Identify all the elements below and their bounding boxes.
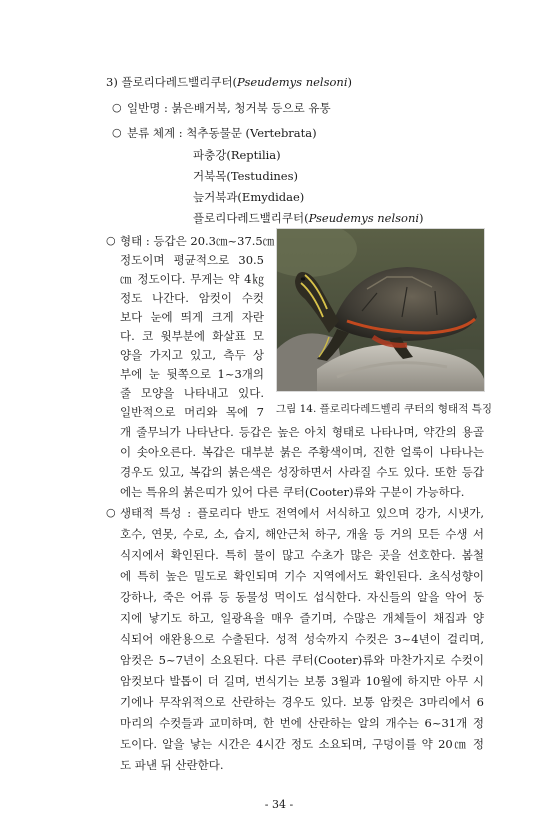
ecology-line: 도이다. 알을 낳는 시간은 4시간 정도 소요되며, 구덩이를 약 20㎝ 정	[120, 737, 484, 751]
heading-title-scientific: Pseudemys nelsoni	[237, 75, 348, 89]
morphology-line: 정도 나간다. 암컷이 수컷	[120, 291, 264, 305]
common-name-line: 일반명 : 붉은배거북, 청거북 등으로 유통	[127, 101, 331, 115]
morphology-line: 양을 가지고 있고, 측두 상	[120, 348, 264, 362]
ecology-line: 도 파낸 뒤 산란한다.	[120, 758, 224, 772]
taxonomy-family: 늪거북과(Emydidae)	[193, 190, 305, 204]
ecology-line: 에 특히 높은 밀도로 확인되며 기수 지역에서도 확인된다. 초식성향이	[120, 569, 484, 583]
morphology-line: 일반적으로 머리와 목에 7	[120, 405, 264, 419]
morphology-line: 줄 모양을 나타내고 있다.	[120, 386, 264, 400]
heading-number: 3)	[106, 75, 118, 89]
taxonomy-line: 분류 체계 : 척추동물문 (Vertebrata)	[127, 126, 317, 140]
morphology-line: ㎝ 정도이다. 무게는 약 4㎏	[120, 272, 264, 286]
turtle-photo-icon	[276, 228, 485, 392]
taxonomy-species	[193, 210, 424, 226]
ecology-line: 기에나 무작위적으로 산란하는 경우도 있다. 보통 암컷은 3마리에서 6	[120, 695, 484, 709]
section-heading	[106, 74, 352, 90]
bullet-marker: ○	[112, 101, 122, 114]
species-name-ko: 플로리다레드밸리쿠터(	[193, 211, 309, 225]
page-number: - 34 -	[264, 798, 294, 811]
heading-close-paren: )	[347, 75, 353, 89]
morphology-line: 에는 특유의 붉은띠가 있어 다른 쿠터(Cooter)류와 구분이 가능하다.	[120, 485, 465, 499]
morphology-line: 이 솟아오른다. 복갑은 대부분 붉은 주황색이며, 진한 얼룩이 나타나는	[120, 445, 484, 459]
taxonomy-order: 거북목(Testudines)	[193, 169, 298, 183]
bullet-marker: ○	[112, 126, 122, 139]
ecology-line: 암컷은 5~7년이 소요된다. 다른 쿠터(Cooter)류와 마찬가지로 수컷이	[120, 653, 484, 667]
morphology-line: 형태 : 등갑은 20.3㎝~37.5㎝	[120, 234, 275, 248]
morphology-line: 부에 눈 뒷쪽으로 1~3개의	[120, 367, 264, 381]
ecology-line: 식지에서 확인된다. 특히 물이 많고 수초가 많은 곳을 선호한다. 봄철	[120, 548, 484, 562]
ecology-line: 지에 낳기도 하고, 일광욕을 매우 즐기며, 수많은 개체들이 채집과 양	[120, 611, 484, 625]
heading-title-ko: 플로리다레드밸리쿠터(	[121, 75, 238, 89]
bullet-marker: ○	[106, 234, 116, 247]
figure-caption: 그림 14. 플로리다레드벨리 쿠터의 형태적 특징	[276, 403, 492, 415]
morphology-line: 정도이며 평균적으로 30.5	[120, 253, 264, 267]
ecology-line: 마리의 수컷들과 교미하며, 한 번에 산란하는 알의 개수는 6~31개 정	[120, 716, 484, 730]
ecology-line: 호수, 연못, 수로, 소, 습지, 해안근처 하구, 개울 등 거의 모든 수생 서	[120, 527, 484, 541]
morphology-line: 개 줄무늬가 나타난다. 등갑은 높은 아치 형태로 나타나며, 약간의 용골	[120, 425, 484, 439]
ecology-line: 식되어 애완용으로 수출된다. 성적 성숙까지 수컷은 3~4년이 걸리며,	[120, 632, 484, 646]
species-close-paren: )	[419, 211, 424, 225]
species-name-scientific: Pseudemys nelsoni	[308, 211, 420, 225]
morphology-line: 경우도 있고, 복갑의 붉은색은 성장하면서 사라질 수도 있다. 또한 등갑	[120, 465, 484, 479]
bullet-marker: ○	[106, 506, 116, 519]
morphology-line: 다. 코 윗부분에 화살표 모	[120, 329, 264, 343]
morphology-line: 보다 눈에 띄게 크게 자란	[120, 310, 264, 324]
ecology-line: 암컷보다 발톱이 더 길며, 번식기는 보통 3월과 10월에 하지만 아무 시	[120, 674, 484, 688]
ecology-line: 생태적 특성 : 플로리다 반도 전역에서 서식하고 있으며 강가, 시냇가,	[120, 506, 484, 520]
taxonomy-class: 파충강(Reptilia)	[193, 148, 281, 162]
ecology-line: 강하나, 죽은 어류 등 동물성 먹이도 섭식한다. 자신들의 알을 악어 둥	[120, 590, 484, 604]
